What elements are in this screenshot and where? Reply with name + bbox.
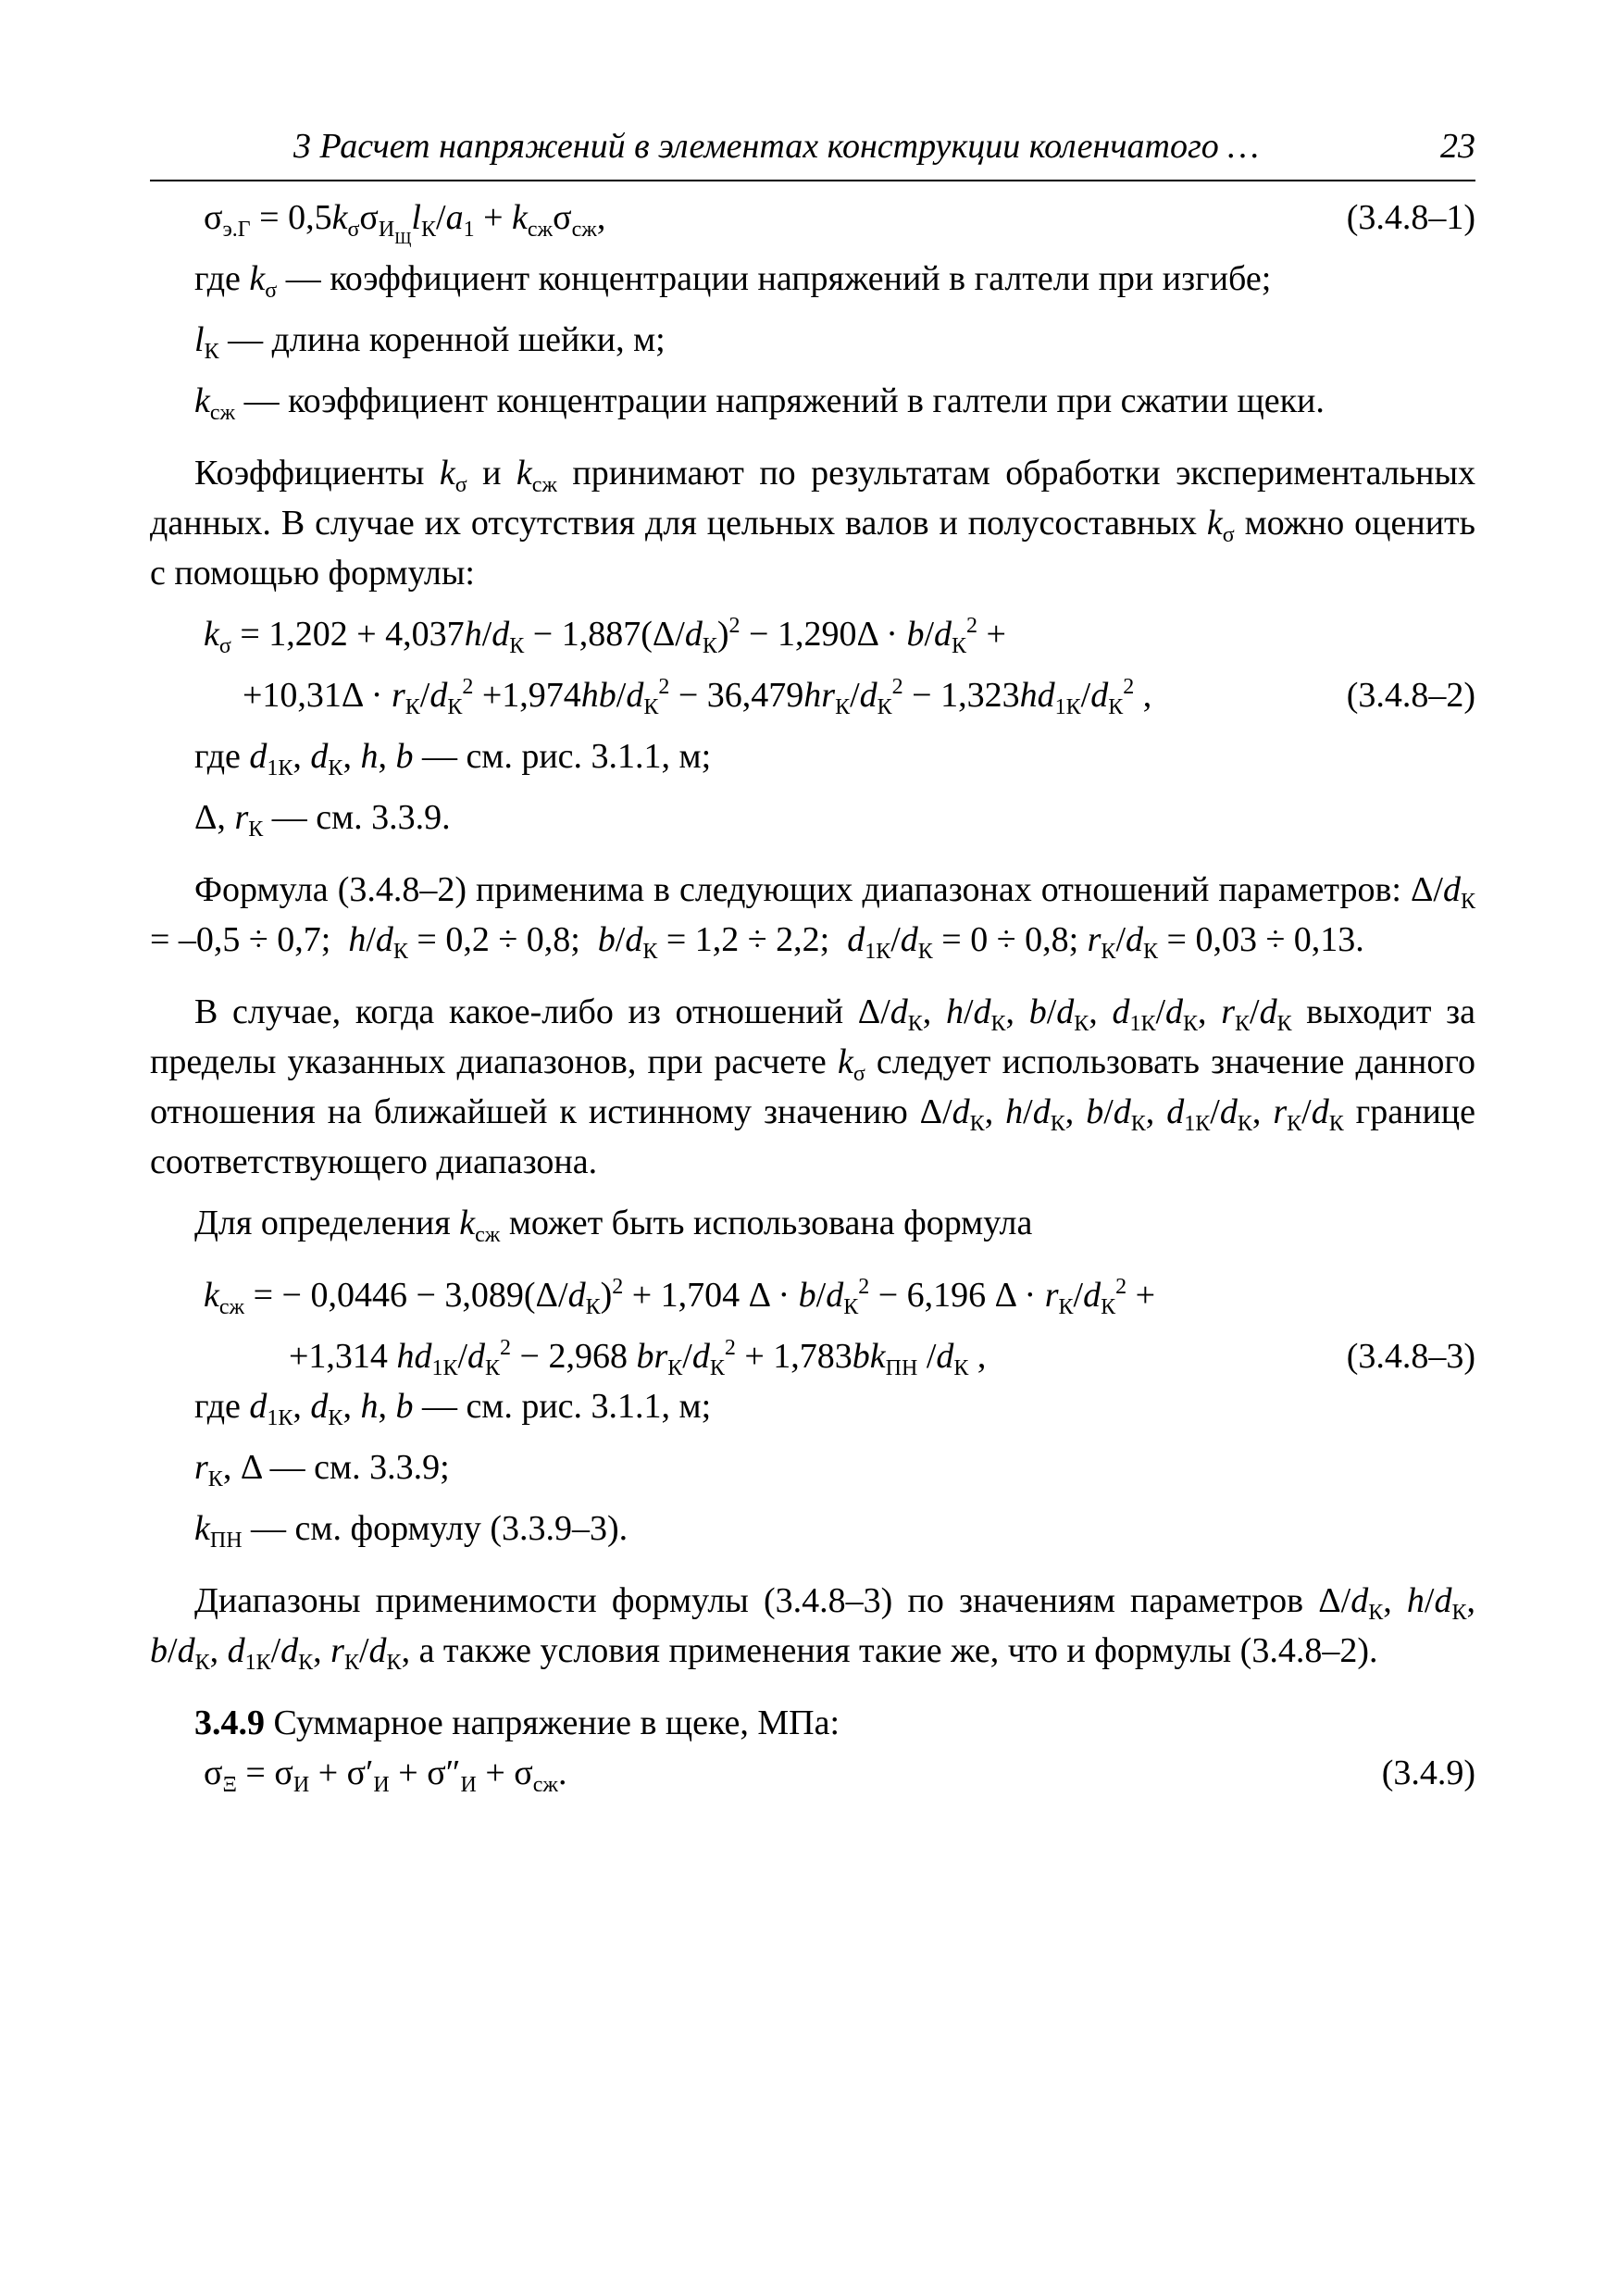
where-lk: $l_К$ — длина коренной шейки, м; xyxy=(194,320,666,364)
page-number: 23 xyxy=(1440,127,1475,166)
equation-3-4-8-3-line1: $k_{сж}$ = − $0,0446 - 3,089(\Delta/d_К)^2 + 1,704$ $\Delta \cdot b/d_К^2 - 6,196$ $\Delta \cdot r_К/d_К^2$ + xyxy=(204,1275,1156,1319)
document-page xyxy=(150,120,1475,1798)
equation-3-4-8-2-line1: $k_\sigma = 1,202 + 4,037h/d_К - 1,887(\Delta/d_К)^2 - 1,290\Delta \cdot b/d_К^2$ + xyxy=(204,614,1006,658)
paragraph-ksg-intro: Для определения $k_{сж}$ может быть использована формула xyxy=(194,1204,1033,1247)
equation-3-4-9: $\sigma_\Xi = \sigma_И + \sigma'_И + \sigma''_И + \sigma_{сж}$. (3.4.9) xyxy=(150,1748,1475,1798)
section-3-4-9 xyxy=(150,1698,1475,1748)
where-kσ: где $k_\sigma$ — коэффициент концентрации напряжений в галтели при изгибе; xyxy=(194,259,1272,303)
where-ksg: $k_{сж}$ — коэффициент концентрации напряжений в галтели при сжатии щеки. xyxy=(194,381,1325,425)
where-kpn: $k_{ПН}$ — см. формулу (3.3.9–3). xyxy=(194,1509,629,1553)
paragraph-applicability: Диапазоны применимости формулы (3.4.8–3) по значениям параметров $\Delta/d_К$, $h/d_К$, $b/d_К$, $d_{1К}/d_К$, $r_К/d_К$, а также условия применения такие же, что и формулы (3.4.8–2). xyxy=(150,1581,1475,1675)
equation-number: (3.4.8–3) xyxy=(1346,1337,1475,1376)
equation-3-4-8-3-line2: +1,314 $hd_{1К}/d_К^2 - 2,968$ $br_К/d_К^2 + 1,783bk_{ПН}$ $/d_К$ , (3.4.8–3) xyxy=(150,1331,1475,1381)
equation-number: (3.4.8–1) xyxy=(1346,198,1475,237)
section-number: 3.4.9 xyxy=(194,1703,265,1742)
paragraph-out-of-range: В случае, когда какое-либо из отношений $\Delta/d_К$, $h/d_К$, $b/d_К$, $d_{1К}/d_К$, $r_К/d_К$ выходит за пределы указанных диапазонов, при расчете $k_\sigma$ следует использовать значение данного отношения на ближайшей к истинному значению $\Delta/d_К$, $h/d_К$, $b/d_К$, $d_{1К}/d_К$, $r_К/d_К$ границе соответствующего диапазона. xyxy=(150,992,1476,1181)
running-header xyxy=(150,120,1475,181)
header-title: 3 Расчет напряжений в элементах конструкции коленчатого … xyxy=(293,127,1260,166)
section-text: Суммарное напряжение в щеке, МПа: xyxy=(273,1703,840,1742)
equation-number: (3.4.8–2) xyxy=(1346,676,1475,715)
equation-number: (3.4.9) xyxy=(1381,1753,1475,1792)
where-delta: Δ, $r_К$ — см. 3.3.9. xyxy=(194,798,451,842)
equation-3-4-8-1: $\sigma_{э.Г} = 0,5k_\sigma\sigma_{И_Щ}l_К/a_1 + k_{сж}\sigma_{сж}$, (3.4.8–1) xyxy=(150,193,1475,243)
paragraph-coefficients: Коэффициенты $k_\sigma$ и $k_{сж}$ принимают по результатам обработки экспериментальных данных. В случае их отсутствия для цельных валов и полусоставных $k_\sigma$ можно оценить с помощью формулы: xyxy=(150,454,1475,593)
paragraph-ranges: Формула (3.4.8–2) применима в следующих диапазонах отношений параметров: $\Delta/d_К = -0,5 \div 0,7$; $h/d_К = 0,2 \div 0,8$; $b/d_К = 1,2 \div 2,2$; $d_{1К}/d_К = 0 \div 0,8$; $r_К/d_К = 0,03 \div 0,13$. xyxy=(150,870,1475,964)
where-d1k: где $d_{1К}$, $d_К$, h, b — см. рис. 3.1.1, м; xyxy=(194,737,712,780)
where-rk: $r_К$, Δ — см. 3.3.9; xyxy=(194,1448,450,1491)
where-d1k-2: где $d_{1К}$, $d_К$, h, b — см. рис. 3.1.1, м; xyxy=(194,1387,712,1430)
equation-3-4-8-2-line2: $+10,31\Delta \cdot r_К/d_К^2 +1,974hb/d_К^2 - 36,479hr_К/d_К^2 - 1,323hd_{1К}/d_К^2$ , (3.4.8–2) xyxy=(150,670,1475,720)
